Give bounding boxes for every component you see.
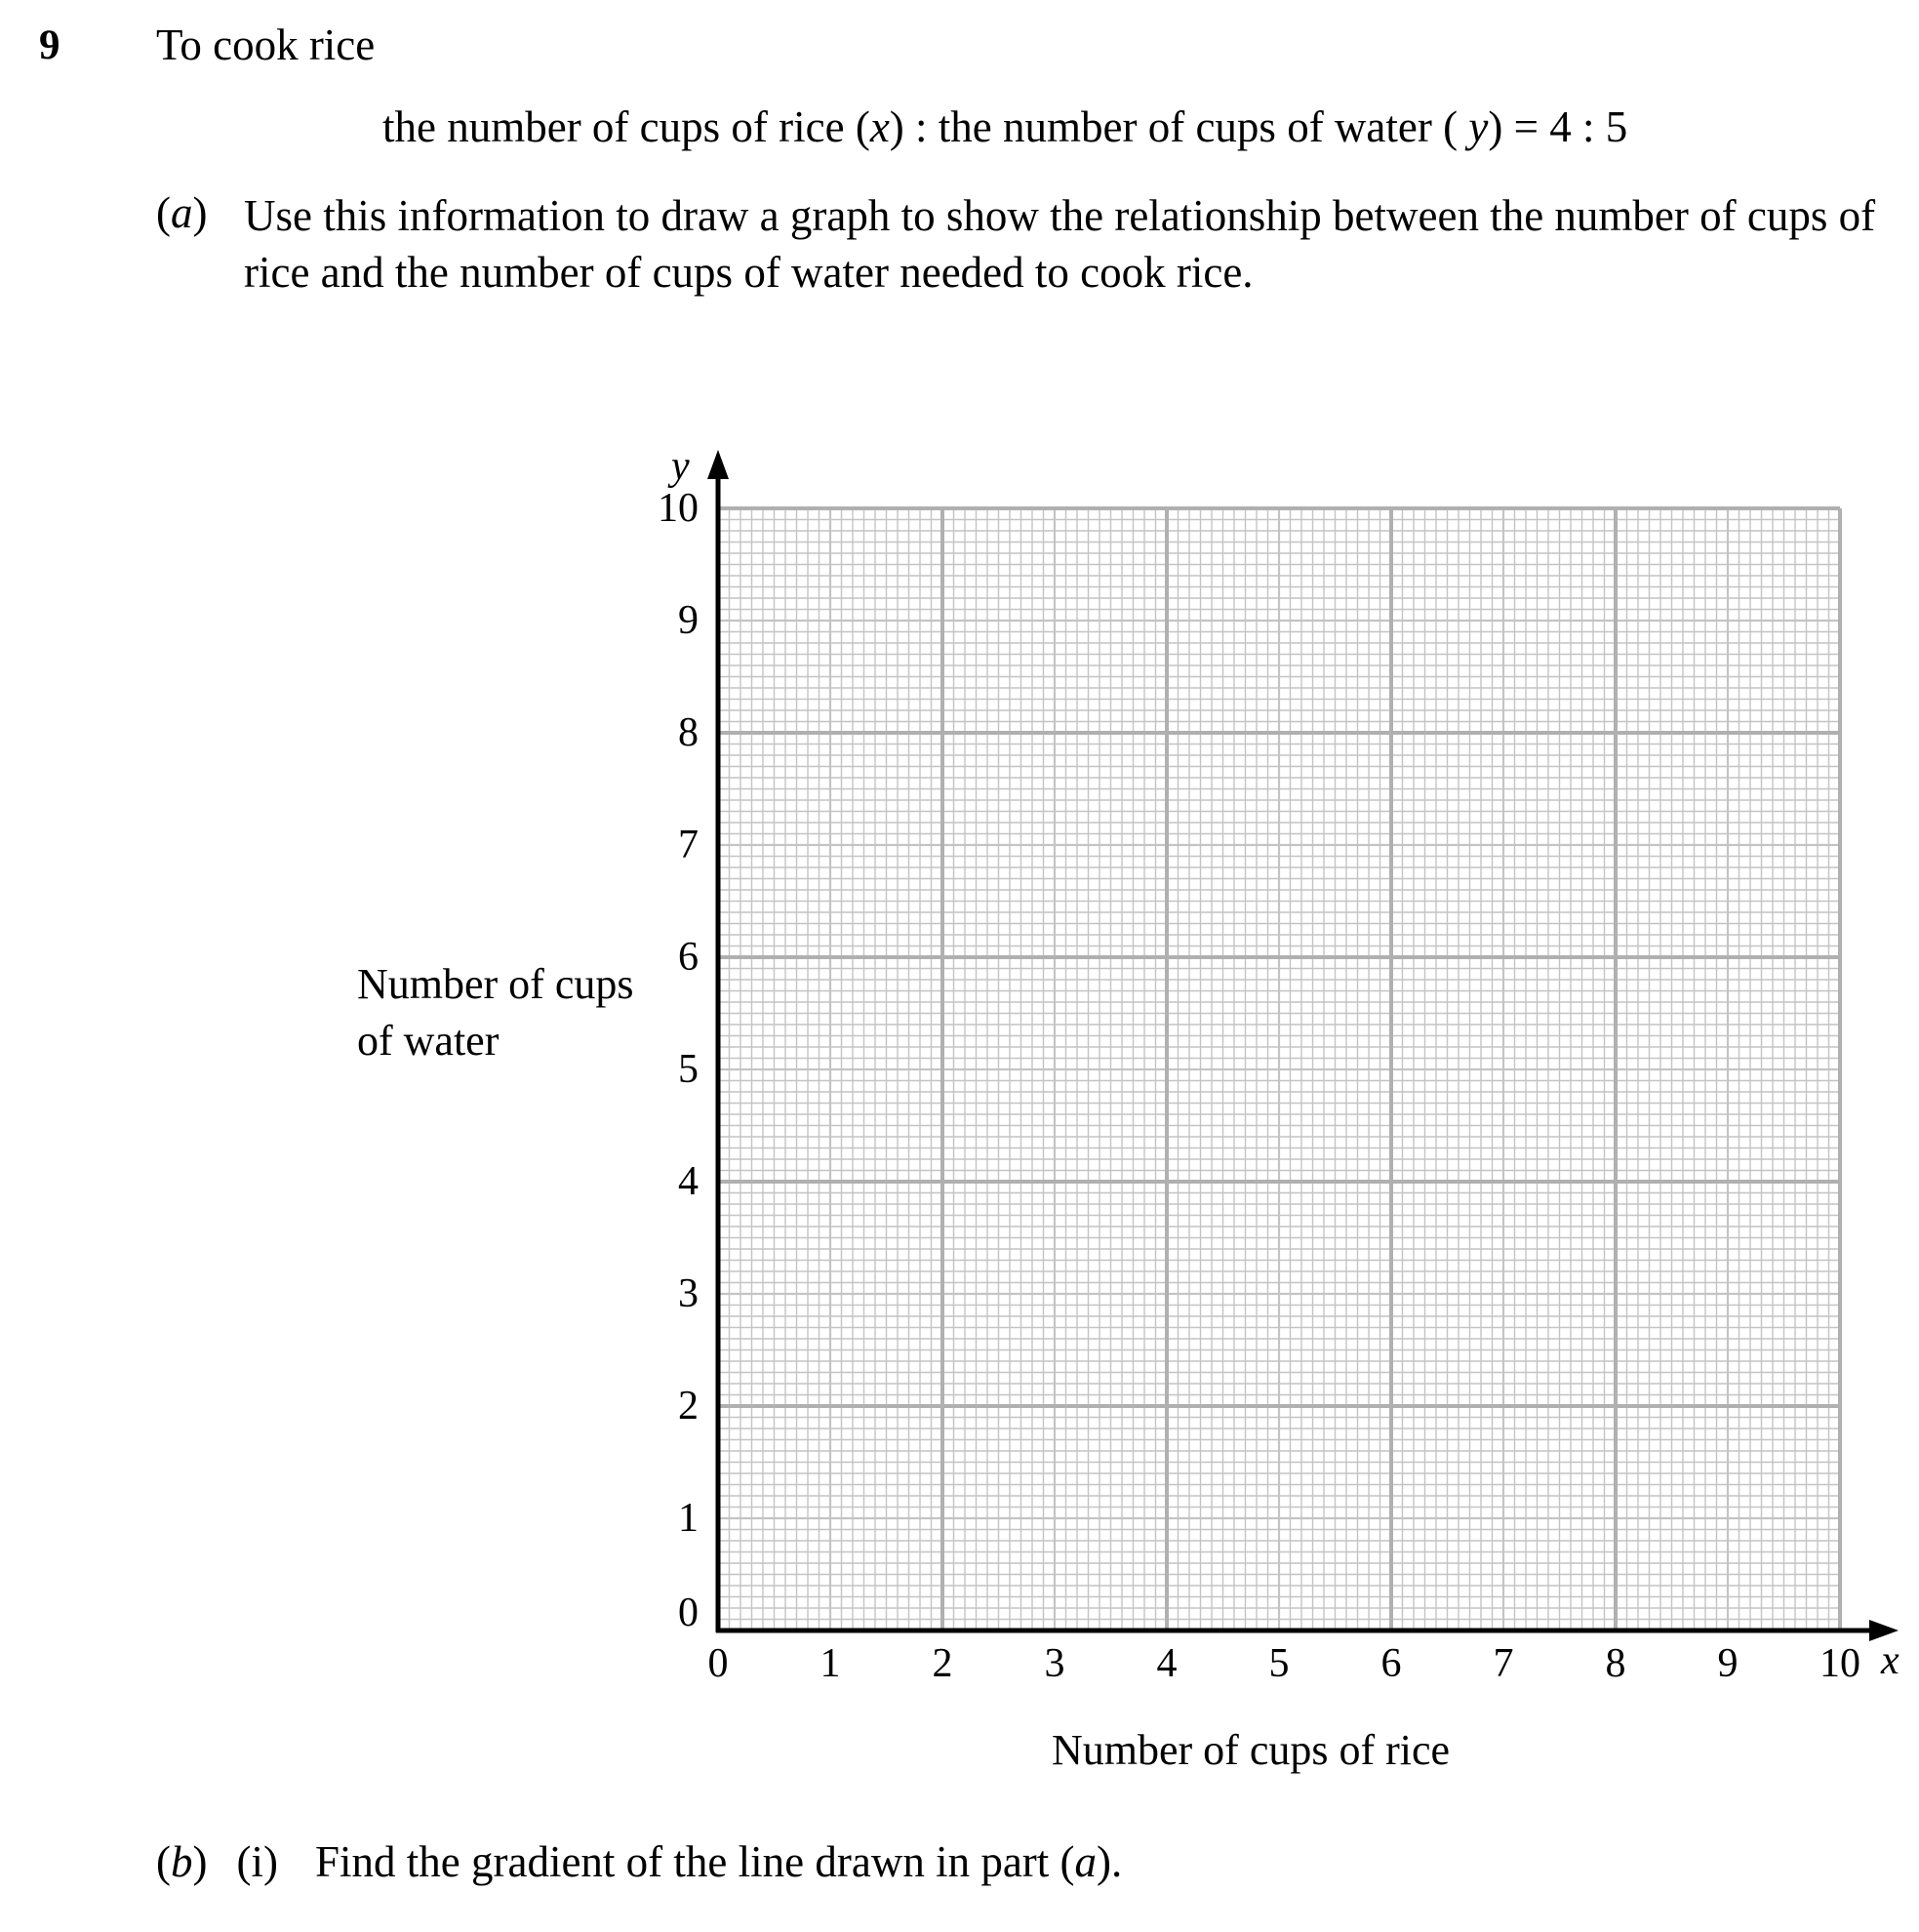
y-tick-label: 7 (678, 823, 699, 867)
y-tick-label: 10 (658, 486, 699, 531)
part-b-text-ref: a (1074, 1837, 1098, 1886)
y-tick-label: 2 (678, 1384, 699, 1429)
ratio-equals-text: ) = 4 : 5 (1488, 102, 1628, 151)
x-tick-label: 4 (1156, 1641, 1178, 1686)
y-axis-label: Number of cups of water (357, 960, 634, 1065)
part-a-text: Use this information to draw a graph to show the relationship between the number of cups of rice and the number of cups of water needed to cook rice. (244, 191, 1876, 297)
part-b-sub-label: (i) (236, 1837, 278, 1886)
x-tick-label: 8 (1605, 1641, 1626, 1686)
y-tick-label: 5 (678, 1047, 699, 1092)
x-tick-label: 9 (1717, 1641, 1739, 1686)
x-axis-variable: x (1881, 1638, 1899, 1683)
y-tick-label: 9 (678, 598, 699, 643)
grid-minor-lines (718, 508, 1840, 1630)
y-tick-label: 0 (678, 1590, 699, 1635)
x-tick-label: 1 (820, 1641, 841, 1686)
x-tick-label: 7 (1493, 1641, 1514, 1686)
y-axis-variable: y (671, 444, 690, 489)
x-tick-label: 0 (707, 1641, 729, 1686)
part-b-close: ) (192, 1837, 208, 1886)
part-b-text-before: Find the gradient of the line drawn in part ( (314, 1837, 1075, 1886)
x-axis-label: Number of cups of rice (1052, 1726, 1451, 1774)
part-a-letter: a (171, 188, 193, 237)
ratio-water-variable: y (1458, 102, 1489, 151)
y-tick-label: 4 (678, 1159, 699, 1204)
y-tick-label: 3 (678, 1271, 699, 1316)
part-a-close: ) (192, 188, 208, 237)
x-tick-label: 3 (1044, 1641, 1065, 1686)
question-title: To cook rice (156, 20, 376, 69)
x-tick-label: 6 (1380, 1641, 1402, 1686)
y-tick-label: 1 (678, 1496, 699, 1541)
y-tick-label: 6 (678, 935, 699, 980)
ratio-rice-text: the number of cups of rice ( (382, 102, 870, 151)
ratio-separator-text: ) : the number of cups of water ( (889, 102, 1459, 151)
part-b (156, 1836, 1122, 1887)
part-b-open: ( (156, 1837, 171, 1886)
question-number: 9 (39, 22, 60, 68)
part-a-open: ( (156, 188, 171, 237)
part-b-text-after: ). (1097, 1837, 1123, 1886)
part-b-text (315, 1837, 1122, 1886)
x-tick-label: 10 (1819, 1641, 1860, 1686)
x-tick-label: 5 (1268, 1641, 1290, 1686)
x-tick-label: 2 (932, 1641, 953, 1686)
y-axis-arrow-icon (707, 450, 729, 479)
part-b-letter: b (171, 1837, 193, 1886)
y-tick-label: 8 (678, 710, 699, 755)
ratio-rice-variable: x (869, 102, 890, 151)
